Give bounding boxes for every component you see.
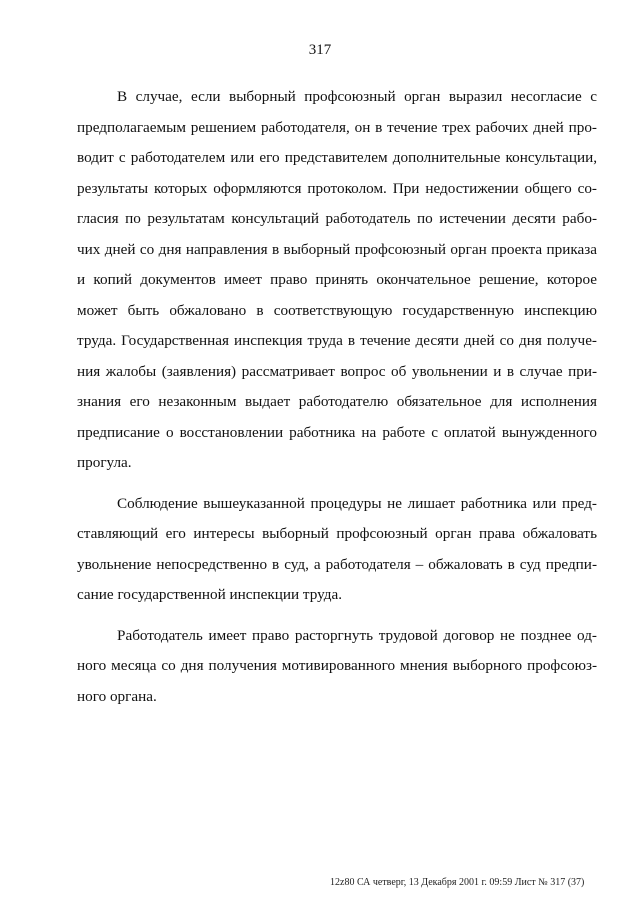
text-line: прогула. bbox=[77, 454, 132, 471]
text-line: ного органа. bbox=[77, 687, 157, 705]
text-line: сание государственной инспекции труда. bbox=[77, 586, 343, 603]
paragraph-gap bbox=[77, 479, 597, 489]
text-line: Соблюдение вышеуказанной процедуры не лишает работника или пред- bbox=[117, 494, 597, 512]
text-line: чих дней со дня направления в выборный профсоюзный орган проекта приказа bbox=[77, 240, 597, 258]
text-line: предполагаемым решением работодателя, он в течение трех рабочих дней про- bbox=[77, 118, 597, 136]
text-line: гласия по результатам консультаций работодатель по истечении десяти рабо- bbox=[77, 210, 597, 227]
paragraph-2 bbox=[77, 489, 597, 611]
body-text bbox=[77, 82, 597, 712]
text-line: Работодатель имеет право расторгнуть трудовой договор не позднее од- bbox=[117, 626, 597, 644]
paragraph-gap bbox=[77, 611, 597, 621]
text-line: и копий документов имеет право принять окончательное решение, которое bbox=[77, 271, 597, 288]
paragraph-3 bbox=[77, 621, 597, 713]
text-line: труда. Государственная инспекция труда в течение десяти дней со дня получе- bbox=[77, 332, 597, 349]
paragraph-1 bbox=[77, 82, 597, 479]
text-line: знания его незаконным выдает работодателю обязательное для исполнения bbox=[77, 393, 597, 410]
text-line: ного месяца со дня получения мотивированного мнения выборного профсоюз- bbox=[77, 657, 597, 674]
text-line: предписание о восстановлении работника на работе с оплатой вынужденного bbox=[77, 423, 597, 441]
text-line: ния жалобы (заявления) рассматривает вопрос об увольнении и в случае при- bbox=[77, 362, 597, 380]
text-line: увольнение непосредственно в суд, а работодателя – обжаловать в суд предпи- bbox=[77, 555, 597, 573]
page-number: 317 bbox=[308, 42, 332, 58]
text-line: может быть обжаловано в соответствующую государственную инспекцию bbox=[77, 301, 597, 319]
text-line: ставляющий его интересы выборный профсоюзный орган права обжаловать bbox=[77, 525, 597, 542]
text-line: результаты которых оформляются протоколом. При недостижении общего со- bbox=[77, 179, 597, 197]
text-line: В случае, если выборный профсоюзный орган выразил несогласие с bbox=[117, 88, 597, 105]
page-footer: 12z80 СА четверг, 13 Декабря 2001 г. 09:59 Лист № 317 (37) bbox=[330, 877, 585, 888]
text-line: водит с работодателем или его представителем дополнительные консультации, bbox=[77, 149, 597, 166]
